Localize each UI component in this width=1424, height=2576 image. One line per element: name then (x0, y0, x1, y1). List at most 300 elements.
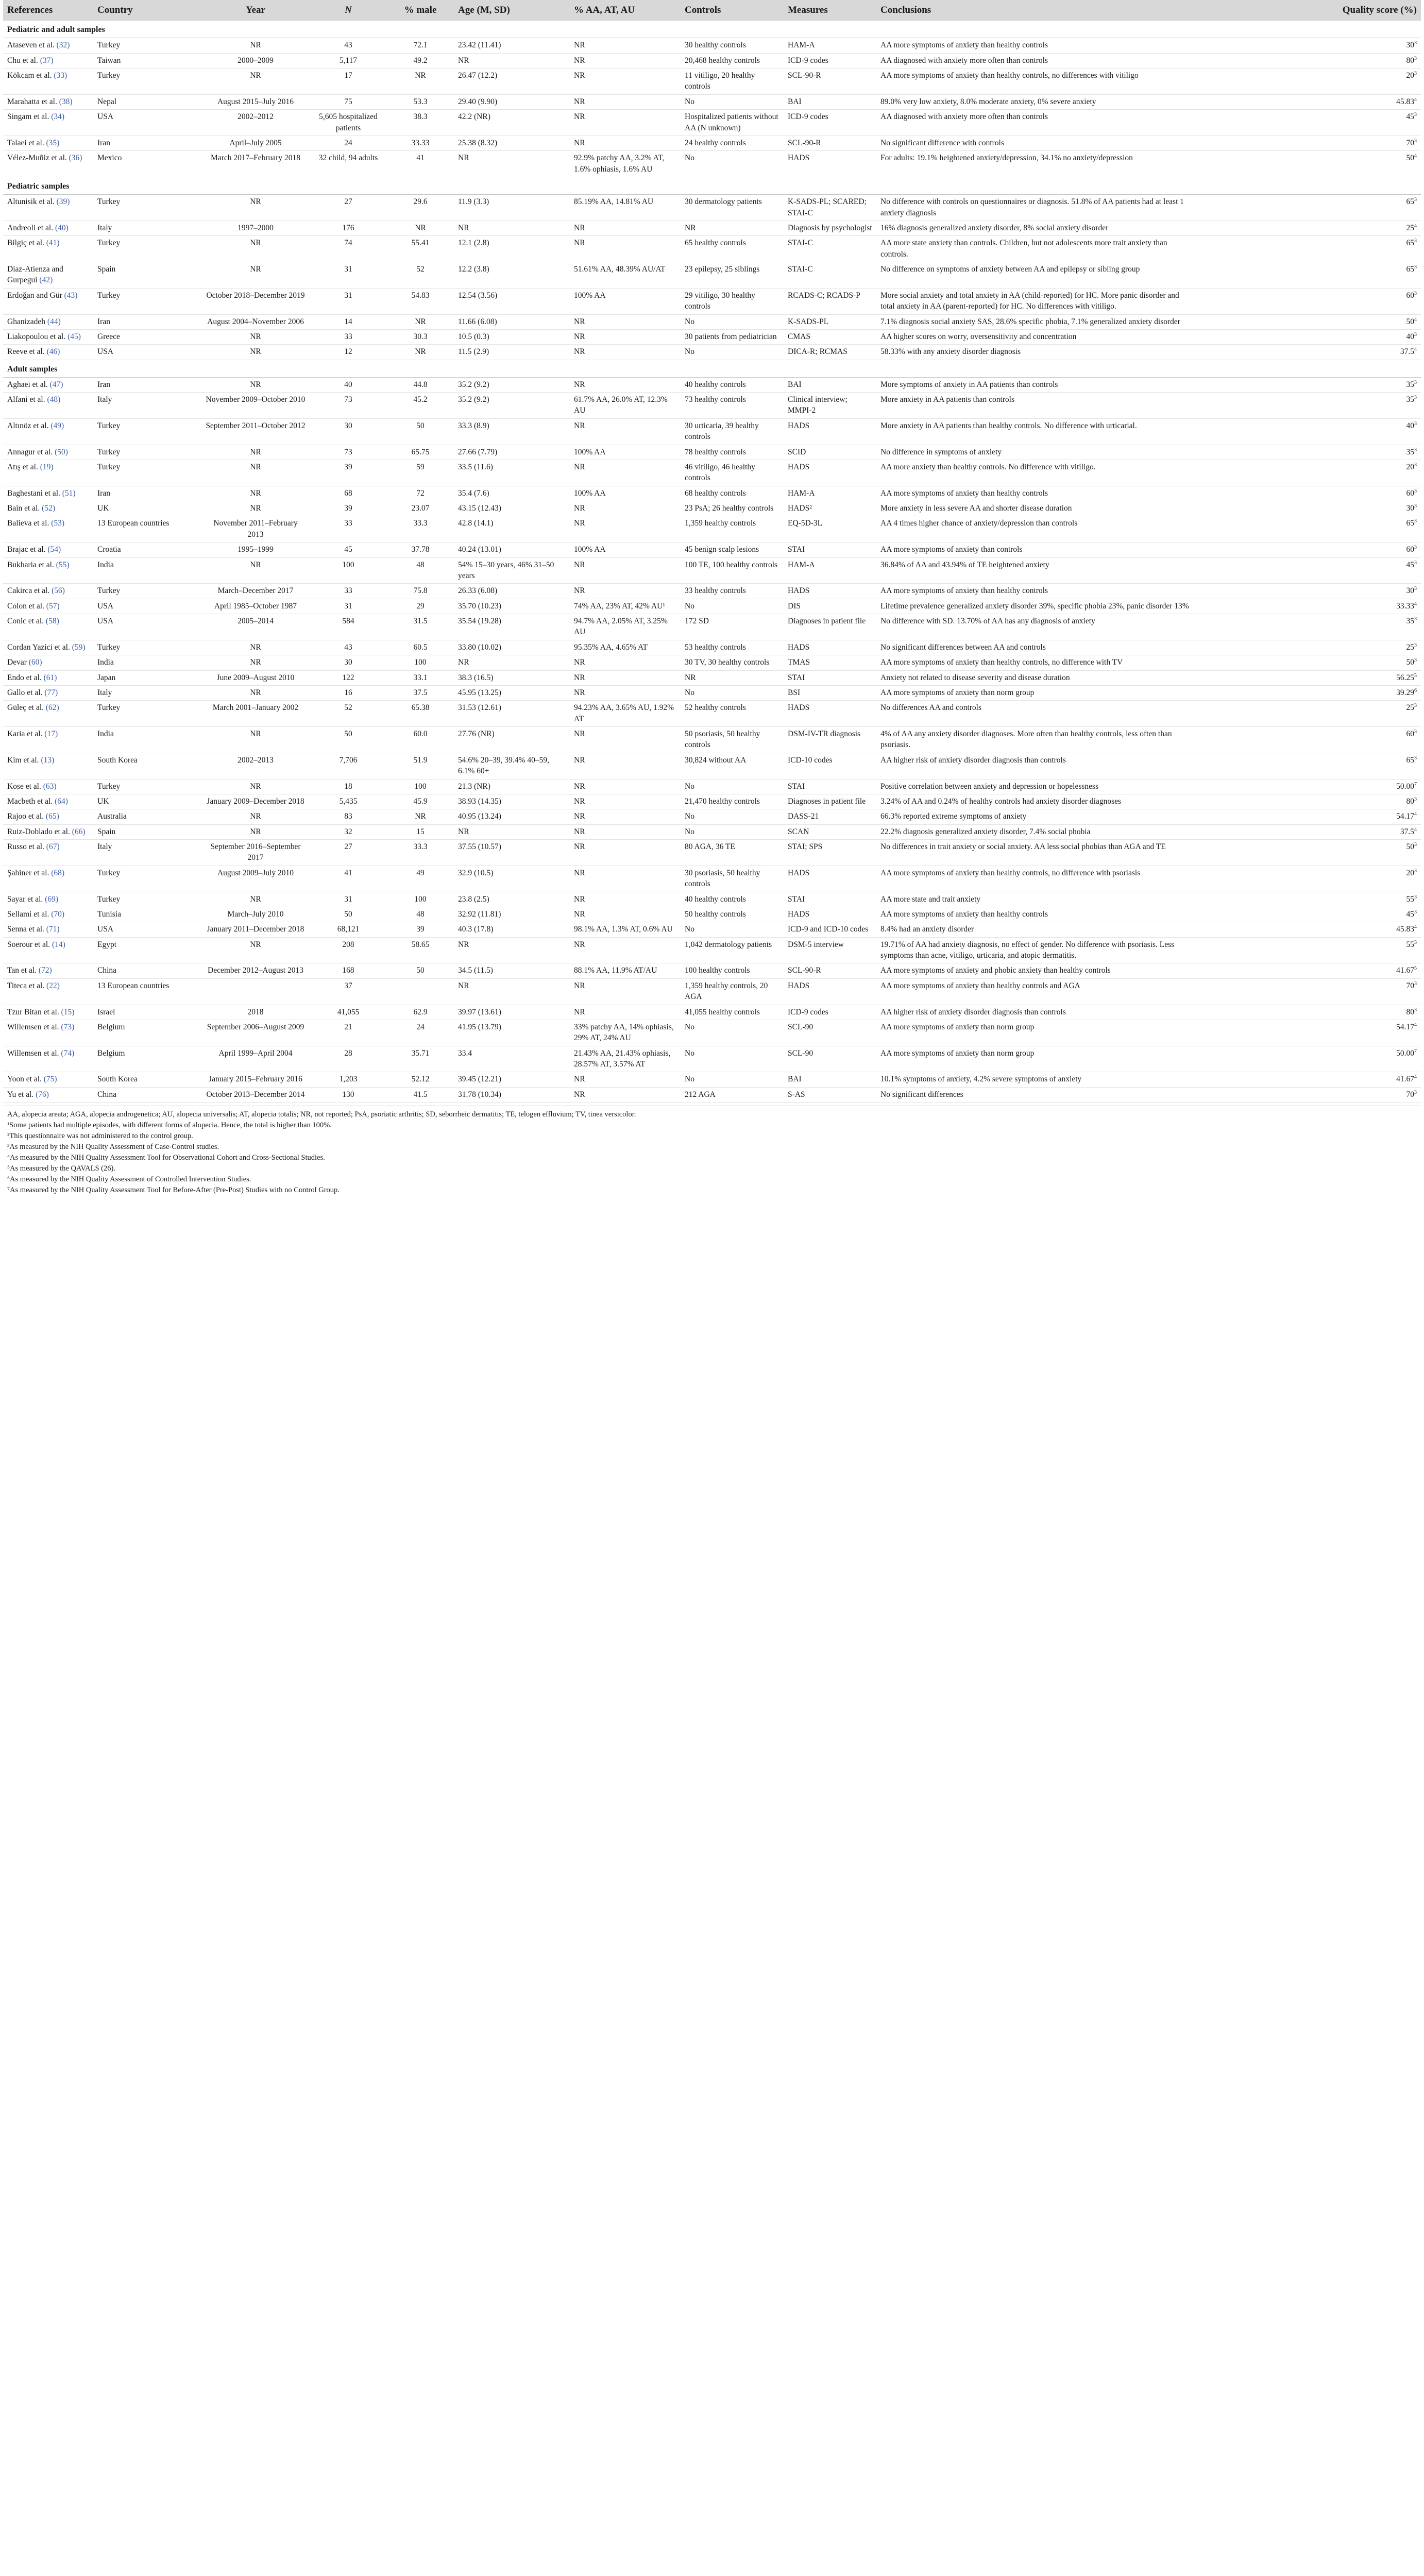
quality-footnote-marker: 4 (1414, 826, 1417, 833)
reference-link[interactable]: (40) (55, 223, 69, 232)
cell-aa: NR (570, 501, 681, 516)
quality-footnote-marker: 3 (1414, 462, 1417, 468)
quality-footnote-marker: 4 (1414, 223, 1417, 229)
cell-controls: 30,824 without AA (681, 753, 784, 779)
footnote: ²This questionnaire was not administered to the control group. (7, 1132, 193, 1141)
cell-measures: SCL-90-R (784, 135, 876, 150)
cell-measures: HAM-A (784, 557, 876, 584)
cell-quality (1196, 94, 1421, 109)
cell-age: 23.8 (2.5) (454, 892, 570, 907)
reference-link[interactable]: (37) (40, 56, 54, 65)
cell-year: June 2009–August 2010 (201, 670, 310, 685)
reference-link[interactable]: (56) (52, 586, 65, 596)
cell-male: 33.3 (387, 840, 454, 866)
reference-link[interactable]: (63) (43, 782, 57, 791)
reference-link[interactable]: (38) (59, 97, 73, 106)
table-row (3, 794, 1421, 809)
quality-footnote-marker: 3 (1414, 447, 1417, 453)
reference-author: Liakopoulou et al. (7, 332, 66, 341)
quality-footnote-marker: 3 (1414, 894, 1417, 900)
cell-year: December 2012–August 2013 (201, 963, 310, 978)
cell-year: NR (201, 329, 310, 344)
cell-measures: K-SADS-PL (784, 314, 876, 329)
cell-measures: ICD-9 and ICD-10 codes (784, 922, 876, 937)
reference-link[interactable]: (42) (39, 276, 53, 285)
cell-male: 59 (387, 460, 454, 486)
reference-link[interactable]: (39) (56, 197, 70, 207)
cell-reference (3, 963, 93, 978)
cell-reference (3, 701, 93, 727)
cell-measures: HADS (784, 701, 876, 727)
reference-link[interactable]: (72) (38, 966, 52, 975)
cell-age: 33.80 (10.02) (454, 640, 570, 655)
cell-male: 30.3 (387, 329, 454, 344)
cell-measures: BAI (784, 377, 876, 392)
cell-n: 43 (310, 38, 387, 53)
table-row (3, 151, 1421, 177)
quality-value: 70 (1406, 1090, 1414, 1099)
quality-value: 50 (1406, 317, 1414, 326)
cell-conclusions: No significant difference with controls (876, 135, 1196, 150)
cell-year: March–July 2010 (201, 907, 310, 922)
cell-controls: 46 vitiligo, 46 healthy controls (681, 460, 784, 486)
quality-footnote-marker: 3 (1414, 545, 1417, 551)
cell-year: January 2009–December 2018 (201, 794, 310, 809)
cell-reference (3, 866, 93, 892)
cell-reference (3, 840, 93, 866)
cell-quality (1196, 53, 1421, 68)
table-row (3, 584, 1421, 599)
cell-male: 24 (387, 1020, 454, 1046)
cell-male: 75.8 (387, 584, 454, 599)
quality-value: 56.25 (1396, 673, 1414, 682)
reference-author: Erdoğan and Gür (7, 291, 62, 300)
cell-year: NR (201, 557, 310, 584)
reference-link[interactable]: (73) (61, 1022, 75, 1031)
reference-link[interactable]: (50) (55, 447, 68, 456)
cell-year: NR (201, 640, 310, 655)
reference-author: Soerour et al. (7, 940, 50, 949)
cell-year: NR (201, 937, 310, 963)
cell-male: 54.83 (387, 288, 454, 314)
reference-link[interactable]: (74) (61, 1048, 75, 1058)
cell-year: January 2015–February 2016 (201, 1072, 310, 1087)
quality-footnote-marker: 3 (1414, 703, 1417, 709)
reference-link[interactable]: (53) (51, 519, 65, 528)
cell-aa: NR (570, 584, 681, 599)
reference-link[interactable]: (76) (36, 1090, 49, 1099)
cell-country: Iran (93, 486, 201, 501)
table-row (3, 866, 1421, 892)
cell-year: April 1985–October 1987 (201, 599, 310, 614)
cell-year: August 2015–July 2016 (201, 94, 310, 109)
cell-conclusions: No difference with SD. 13.70% of AA has any diagnosis of anxiety (876, 614, 1196, 640)
col-header-references: References (3, 0, 93, 21)
cell-measures: BAI (784, 94, 876, 109)
cell-reference (3, 655, 93, 670)
reference-author: Díaz-Atienza and Gurpegui (7, 265, 63, 285)
quality-footnote-marker: 3 (1414, 868, 1417, 874)
cell-conclusions: AA 4 times higher chance of anxiety/depression than controls (876, 516, 1196, 543)
reference-link[interactable]: (35) (46, 138, 60, 147)
cell-n: 5,605 hospitalized patients (310, 110, 387, 136)
cell-age: 35.2 (9.2) (454, 393, 570, 419)
quality-value: 55 (1406, 894, 1414, 904)
cell-conclusions: Lifetime prevalence generalized anxiety disorder 39%, specific phobia 23%, panic disorder 13% (876, 599, 1196, 614)
cell-measures: K-SADS-PL; SCARED; STAI-C (784, 195, 876, 221)
cell-quality (1196, 486, 1421, 501)
cell-year: March–December 2017 (201, 584, 310, 599)
cell-measures: Diagnosis by psychologist (784, 221, 876, 235)
table-row (3, 1087, 1421, 1102)
reference-link[interactable]: (13) (41, 755, 55, 765)
cell-aa: 21.43% AA, 21.43% ophiasis, 28.57% AT, 3.57% AT (570, 1046, 681, 1072)
quality-footnote-marker: 4 (1414, 347, 1417, 353)
reference-link[interactable]: (68) (51, 868, 65, 877)
reference-link[interactable]: (47) (49, 380, 63, 389)
cell-reference (3, 907, 93, 922)
cell-measures: HADS² (784, 501, 876, 516)
reference-link[interactable]: (46) (46, 347, 60, 357)
cell-n: 32 child, 94 adults (310, 151, 387, 177)
table-row (3, 922, 1421, 937)
cell-reference (3, 599, 93, 614)
cell-aa: 100% AA (570, 445, 681, 460)
cell-quality (1196, 599, 1421, 614)
reference-link[interactable]: (32) (56, 41, 70, 50)
cell-quality (1196, 614, 1421, 640)
cell-n: 27 (310, 840, 387, 866)
reference-link[interactable]: (41) (46, 239, 60, 248)
cell-quality (1196, 922, 1421, 937)
cell-quality (1196, 516, 1421, 543)
reference-link[interactable]: (77) (44, 688, 58, 697)
cell-aa: NR (570, 1005, 681, 1020)
cell-age: 11.9 (3.3) (454, 195, 570, 221)
cell-quality (1196, 345, 1421, 360)
cell-aa: 92.9% patchy AA, 3.2% AT, 1.6% ophiasis, 1.6% AU (570, 151, 681, 177)
cell-conclusions: AA higher scores on worry, oversensitivity and concentration (876, 329, 1196, 344)
quality-value: 54.17 (1396, 812, 1414, 821)
cell-conclusions: Positive correlation between anxiety and depression or hopelessness (876, 779, 1196, 794)
cell-n: 168 (310, 963, 387, 978)
cell-measures: SCL-90-R (784, 69, 876, 95)
cell-controls: 65 healthy controls (681, 236, 784, 262)
cell-quality (1196, 670, 1421, 685)
cell-controls: 45 benign scalp lesions (681, 543, 784, 557)
cell-controls: 24 healthy controls (681, 135, 784, 150)
cell-year (201, 978, 310, 1005)
reference-link[interactable]: (19) (40, 462, 54, 471)
cell-age: 27.76 (NR) (454, 727, 570, 753)
cell-age: 39.45 (12.21) (454, 1072, 570, 1087)
cell-quality (1196, 809, 1421, 824)
quality-value: 39.29 (1396, 688, 1414, 697)
cell-measures: ICD-9 codes (784, 110, 876, 136)
reference-link[interactable]: (61) (43, 673, 57, 682)
cell-age: 26.33 (6.08) (454, 584, 570, 599)
cell-country: Egypt (93, 937, 201, 963)
reference-link[interactable]: (44) (47, 317, 61, 326)
reference-link[interactable]: (33) (54, 71, 67, 80)
cell-conclusions: AA diagnosed with anxiety more often than controls (876, 110, 1196, 136)
reference-link[interactable]: (52) (42, 504, 55, 513)
cell-country: UK (93, 794, 201, 809)
cell-controls: 29 vitiligo, 30 healthy controls (681, 288, 784, 314)
reference-author: Conic et al. (7, 617, 44, 626)
reference-link[interactable]: (22) (46, 981, 60, 990)
cell-n: 75 (310, 94, 387, 109)
reference-link[interactable]: (70) (51, 909, 65, 919)
cell-n: 1,203 (310, 1072, 387, 1087)
reference-author: Cordan Yazici et al. (7, 642, 70, 652)
reference-link[interactable]: (71) (46, 925, 60, 934)
reference-link[interactable]: (14) (52, 940, 65, 949)
cell-age: NR (454, 53, 570, 68)
cell-quality (1196, 445, 1421, 460)
cell-year: NR (201, 38, 310, 53)
quality-value: 20 (1406, 462, 1414, 471)
quality-footnote-marker: 3 (1414, 70, 1417, 76)
quality-value: 45 (1406, 112, 1414, 122)
cell-conclusions: AA diagnosed with anxiety more often than controls (876, 53, 1196, 68)
cell-aa: 98.1% AA, 1.3% AT, 0.6% AU (570, 922, 681, 937)
cell-reference (3, 809, 93, 824)
reference-link[interactable]: (64) (55, 796, 68, 806)
reference-link[interactable]: (45) (67, 332, 81, 341)
cell-n: 73 (310, 393, 387, 419)
cell-quality (1196, 701, 1421, 727)
quality-value: 45.83 (1396, 925, 1414, 934)
cell-country: Greece (93, 329, 201, 344)
table-row (3, 1072, 1421, 1087)
cell-aa: NR (570, 236, 681, 262)
cell-n: 74 (310, 236, 387, 262)
cell-quality (1196, 557, 1421, 584)
table-row (3, 314, 1421, 329)
reference-link[interactable]: (65) (45, 812, 59, 821)
cell-quality (1196, 1005, 1421, 1020)
quality-value: 25 (1406, 703, 1414, 713)
cell-age: 25.38 (8.32) (454, 135, 570, 150)
cell-conclusions: AA more symptoms of anxiety than healthy controls (876, 584, 1196, 599)
cell-aa: NR (570, 69, 681, 95)
cell-male: 60.0 (387, 727, 454, 753)
quality-value: 37.5 (1400, 347, 1414, 357)
reference-link[interactable]: (69) (45, 894, 58, 904)
cell-country: Tunisia (93, 907, 201, 922)
cell-aa: NR (570, 516, 681, 543)
cell-conclusions: 66.3% reported extreme symptoms of anxiety (876, 809, 1196, 824)
cell-year: NR (201, 809, 310, 824)
cell-male: 60.5 (387, 640, 454, 655)
cell-aa: NR (570, 727, 681, 753)
cell-country: Belgium (93, 1020, 201, 1046)
cell-age: NR (454, 655, 570, 670)
cell-aa: NR (570, 840, 681, 866)
reference-link[interactable]: (51) (62, 488, 76, 498)
cell-country: Spain (93, 824, 201, 839)
cell-year: NR (201, 824, 310, 839)
reference-link[interactable]: (54) (47, 545, 61, 554)
cell-reference (3, 288, 93, 314)
cell-male: 39 (387, 922, 454, 937)
cell-reference (3, 53, 93, 68)
cell-age: 32.92 (11.81) (454, 907, 570, 922)
cell-n: 5,117 (310, 53, 387, 68)
col-header-measures: Measures (784, 0, 876, 21)
cell-male: 52 (387, 262, 454, 289)
cell-country: India (93, 557, 201, 584)
reference-link[interactable]: (15) (61, 1007, 75, 1016)
cell-conclusions: More anxiety in AA patients than healthy controls. No difference with urticarial. (876, 418, 1196, 445)
cell-age: 10.5 (0.3) (454, 329, 570, 344)
cell-conclusions: No difference with controls on questionnaires or diagnosis. 51.8% of AA patients had at least 1 anxiety diagnosis (876, 195, 1196, 221)
cell-reference (3, 236, 93, 262)
cell-aa: 74% AA, 23% AT, 42% AU¹ (570, 599, 681, 614)
quality-value: 45 (1406, 560, 1414, 569)
cell-reference (3, 543, 93, 557)
cell-age: 37.55 (10.57) (454, 840, 570, 866)
reference-author: Endo et al. (7, 673, 42, 682)
reference-link[interactable]: (55) (56, 560, 70, 569)
reference-link[interactable]: (60) (28, 658, 42, 667)
reference-link[interactable]: (48) (47, 395, 61, 404)
quality-value: 40 (1406, 332, 1414, 341)
cell-quality (1196, 866, 1421, 892)
cell-country: China (93, 1087, 201, 1102)
quality-footnote-marker: 4 (1414, 601, 1417, 607)
cell-country: Taiwan (93, 53, 201, 68)
quality-footnote-marker: 3 (1414, 1089, 1417, 1095)
cell-age: 12.2 (3.8) (454, 262, 570, 289)
cell-n: 43 (310, 640, 387, 655)
reference-link[interactable]: (17) (44, 730, 58, 739)
cell-reference (3, 94, 93, 109)
cell-controls: No (681, 94, 784, 109)
reference-link[interactable]: (43) (64, 291, 78, 300)
reference-link[interactable]: (57) (46, 601, 60, 611)
cell-country: Iran (93, 135, 201, 150)
cell-controls: 1,359 healthy controls, 20 AGA (681, 978, 784, 1005)
cell-measures: DICA-R; RCMAS (784, 345, 876, 360)
cell-n: 27 (310, 195, 387, 221)
cell-n: 100 (310, 557, 387, 584)
table-row (3, 377, 1421, 392)
cell-male: 50 (387, 418, 454, 445)
cell-age: 43.15 (12.43) (454, 501, 570, 516)
cell-aa: 85.19% AA, 14.81% AU (570, 195, 681, 221)
quality-footnote-marker: 3 (1414, 841, 1417, 848)
quality-footnote-marker: 3 (1414, 238, 1417, 244)
cell-controls: No (681, 779, 784, 794)
cell-controls: 68 healthy controls (681, 486, 784, 501)
reference-link[interactable]: (67) (46, 842, 60, 852)
reference-link[interactable]: (58) (45, 617, 59, 626)
col-header-conclusions: Conclusions (876, 0, 1196, 21)
cell-year: September 2011–October 2012 (201, 418, 310, 445)
reference-link[interactable]: (36) (69, 154, 82, 163)
cell-measures: ICD-9 codes (784, 1005, 876, 1020)
cell-age: 12.54 (3.56) (454, 288, 570, 314)
cell-reference (3, 824, 93, 839)
cell-male: 37.5 (387, 685, 454, 700)
cell-quality (1196, 727, 1421, 753)
cell-quality (1196, 543, 1421, 557)
table-row (3, 69, 1421, 95)
cell-male: 23.07 (387, 501, 454, 516)
cell-quality (1196, 937, 1421, 963)
quality-value: 45.83 (1396, 97, 1414, 106)
quality-footnote-marker: 3 (1414, 138, 1417, 144)
cell-country: India (93, 727, 201, 753)
reference-link[interactable]: (59) (72, 642, 86, 652)
quality-value: 40 (1406, 421, 1414, 430)
table-row (3, 329, 1421, 344)
reference-author: Willemsen et al. (7, 1048, 59, 1058)
cell-country: Nepal (93, 94, 201, 109)
reference-author: Balieva et al. (7, 519, 49, 528)
table-row (3, 670, 1421, 685)
reference-link[interactable]: (75) (43, 1075, 57, 1084)
cell-measures: DSM-IV-TR diagnosis (784, 727, 876, 753)
cell-age: NR (454, 151, 570, 177)
cell-measures: SCID (784, 445, 876, 460)
cell-male: 41 (387, 151, 454, 177)
reference-link[interactable]: (66) (72, 827, 86, 836)
cell-reference (3, 516, 93, 543)
cell-country: China (93, 963, 201, 978)
cell-male: 41.5 (387, 1087, 454, 1102)
table-page (0, 0, 1424, 1199)
table-row (3, 753, 1421, 779)
cell-n: 40 (310, 377, 387, 392)
cell-quality (1196, 978, 1421, 1005)
cell-male: NR (387, 314, 454, 329)
footnote: ⁶As measured by the NIH Quality Assessment of Controlled Intervention Studies. (7, 1175, 251, 1184)
cell-n: 12 (310, 345, 387, 360)
cell-reference (3, 1072, 93, 1087)
cell-quality (1196, 892, 1421, 907)
reference-author: Andreoli et al. (7, 223, 54, 232)
cell-male: 48 (387, 907, 454, 922)
table-row (3, 1020, 1421, 1046)
table-row (3, 557, 1421, 584)
cell-country: USA (93, 922, 201, 937)
reference-author: Talaei et al. (7, 138, 44, 147)
col-header-controls: Controls (681, 0, 784, 21)
cell-age: 26.47 (12.2) (454, 69, 570, 95)
reference-link[interactable]: (49) (50, 421, 64, 430)
reference-author: Annagur et al. (7, 447, 53, 456)
cell-aa: NR (570, 110, 681, 136)
cell-aa: 95.35% AA, 4.65% AT (570, 640, 681, 655)
cell-controls: 30 healthy controls (681, 38, 784, 53)
reference-link[interactable]: (34) (51, 112, 65, 122)
cell-year: NR (201, 262, 310, 289)
cell-controls: 11 vitiligo, 20 healthy controls (681, 69, 784, 95)
reference-author: Sellami et al. (7, 909, 49, 919)
quality-footnote-marker: 3 (1414, 112, 1417, 118)
cell-n: 18 (310, 779, 387, 794)
reference-link[interactable]: (62) (45, 703, 59, 713)
reference-author: Kose et al. (7, 782, 41, 791)
cell-n: 584 (310, 614, 387, 640)
cell-reference (3, 685, 93, 700)
cell-controls: No (681, 685, 784, 700)
cell-male: 35.71 (387, 1046, 454, 1072)
cell-year: April–July 2005 (201, 135, 310, 150)
